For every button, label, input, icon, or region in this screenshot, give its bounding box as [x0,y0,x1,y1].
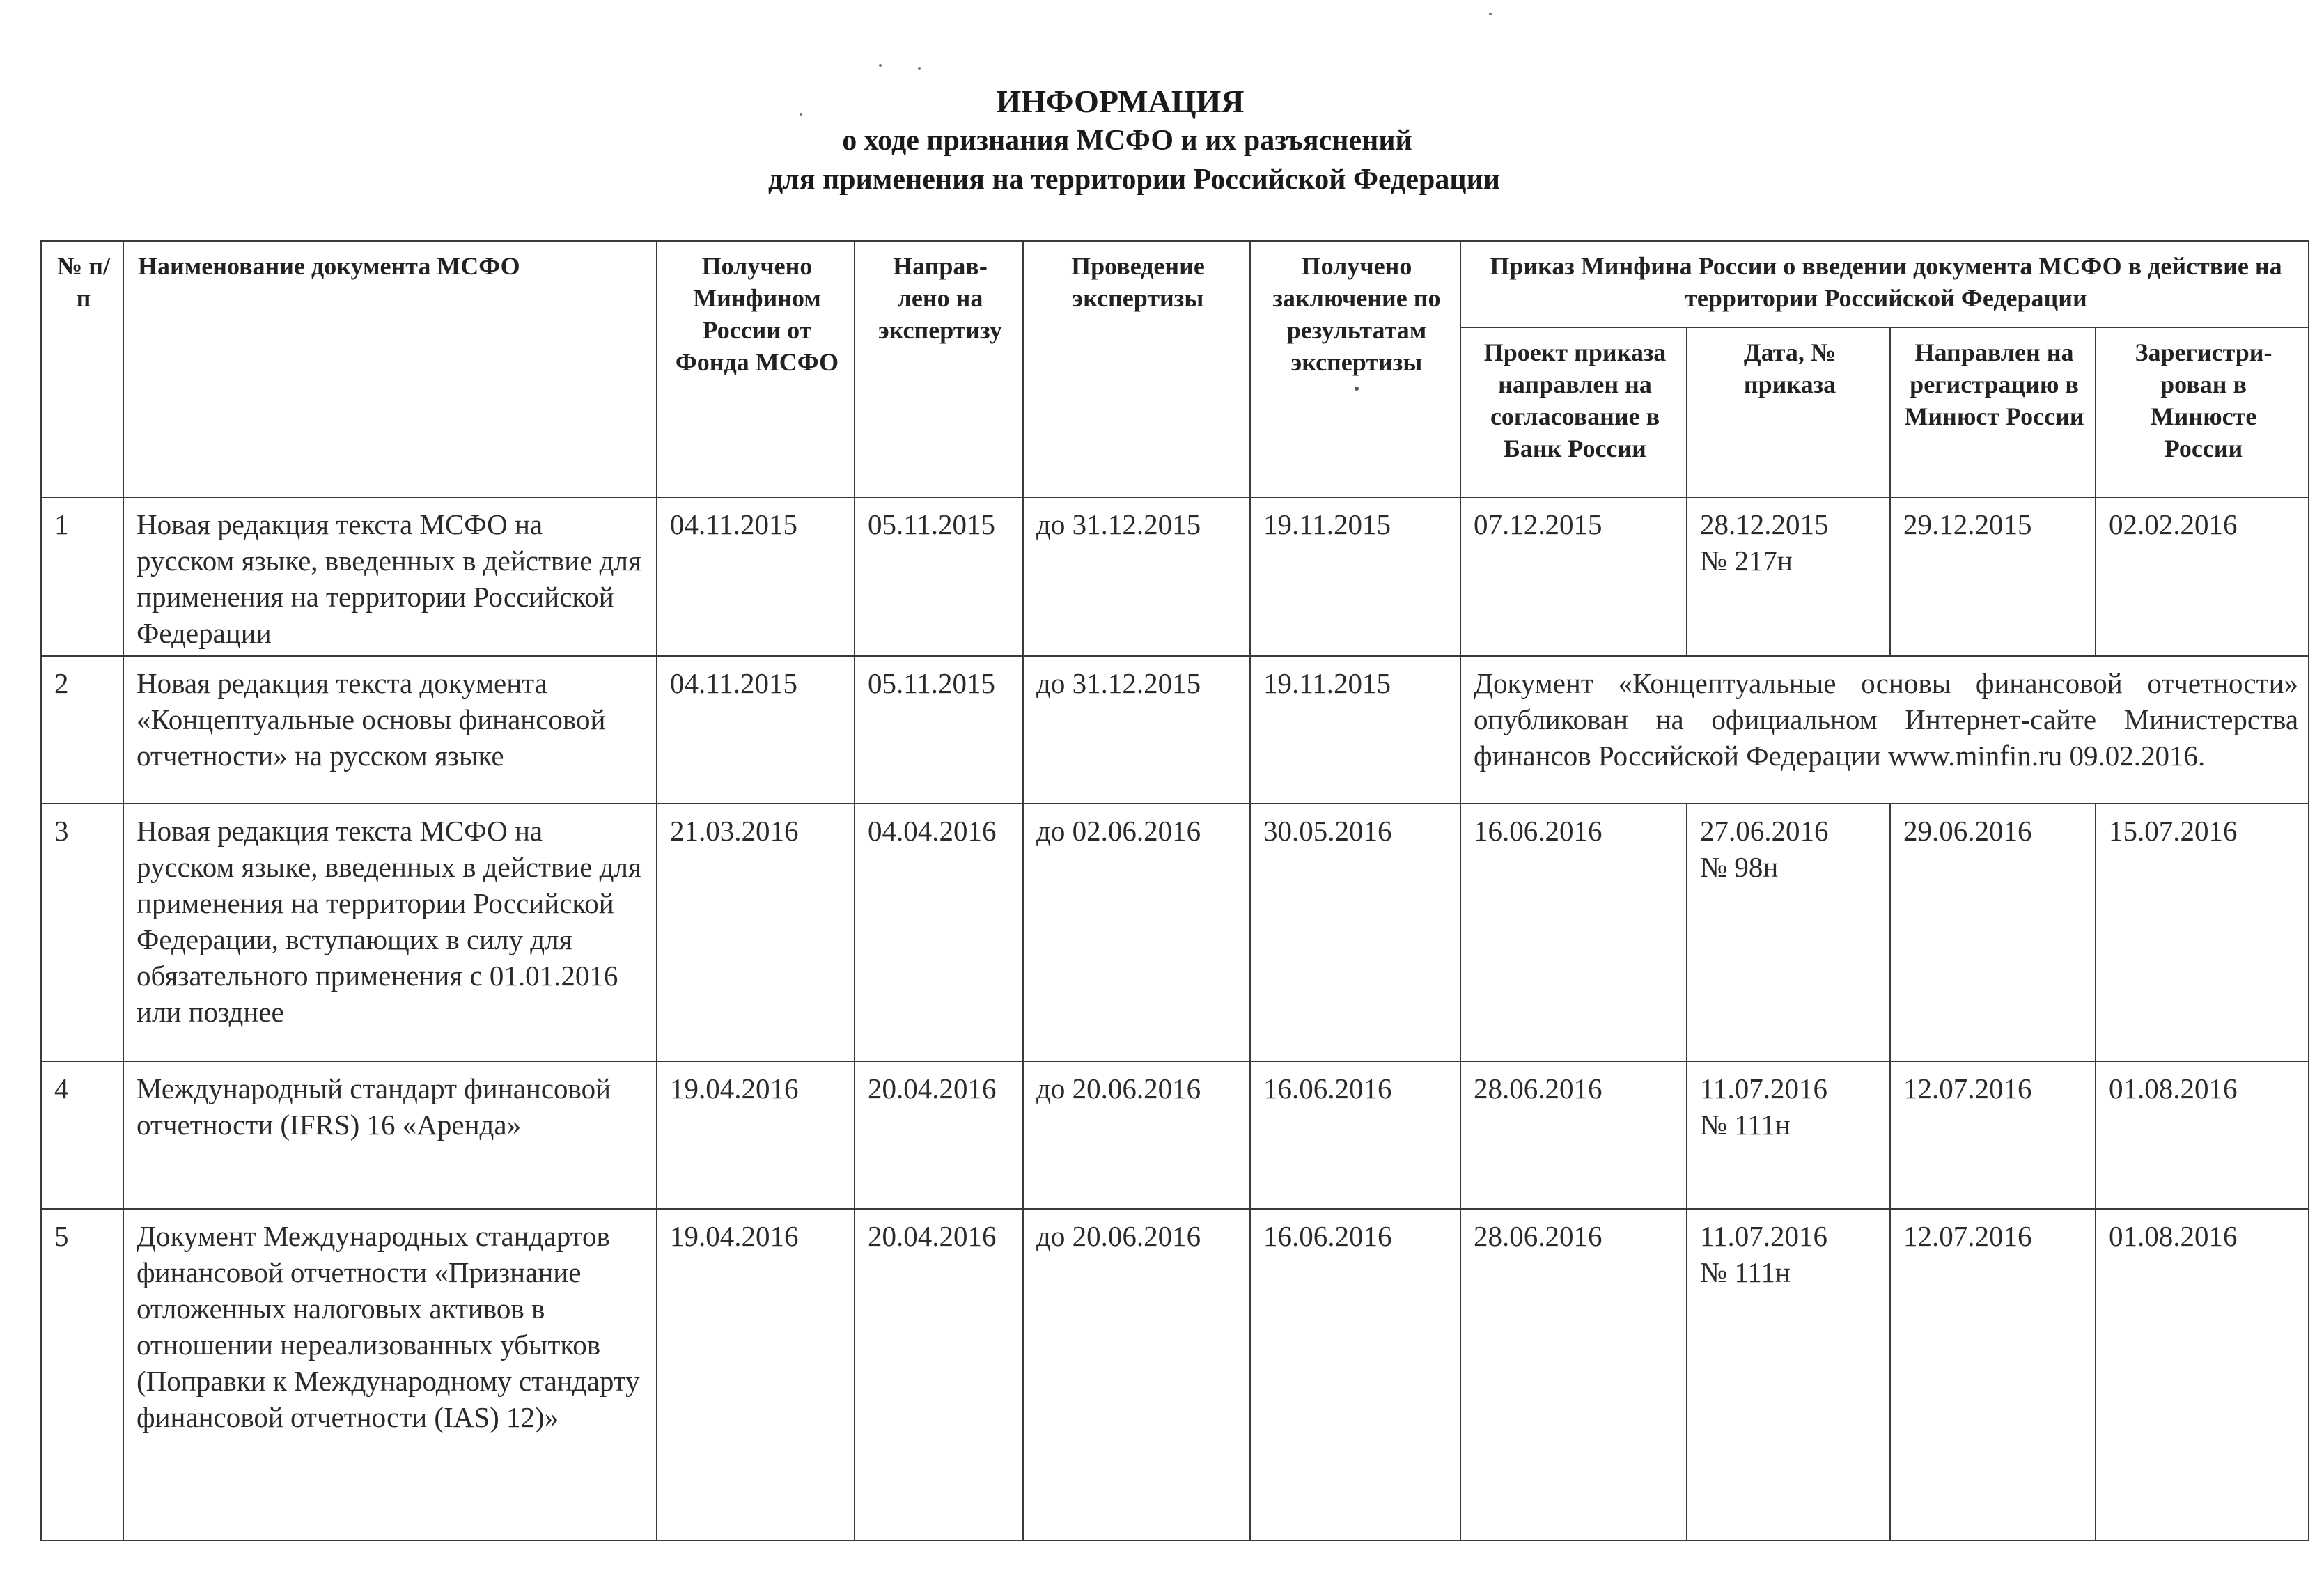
header-row-1 [41,241,2309,327]
order-date: 27.06.2016 [1700,815,1829,847]
cell-conclusion: 19.11.2015 [1250,497,1460,656]
ifrs-status-table [40,240,2309,1541]
cell-registered: 15.07.2016 [2096,804,2309,1061]
order-number: № 111н [1700,1256,1791,1288]
cell-num: 5 [41,1209,123,1540]
header-order-date: Дата, № приказа [1687,327,1890,497]
header-order-group: Приказ Минфина России о введении документа МСФО в действие на территории Российской Федерации [1460,241,2309,327]
cell-draft-sent: 28.06.2016 [1460,1209,1687,1540]
cell-received: 21.03.2016 [657,804,855,1061]
table-row [41,804,2309,1061]
header-name: Наименование документа МСФО [123,241,657,497]
order-date: 28.12.2015 [1700,508,1829,540]
table-row [41,1209,2309,1540]
cell-sent-registration: 29.12.2015 [1890,497,2096,656]
header-conclusion: Получено заключение по результатам экспертизы [1250,241,1460,497]
table-row [41,1061,2309,1209]
scan-speck [879,64,882,67]
cell-sent-expertise: 05.11.2015 [855,497,1023,656]
cell-sent-registration: 12.07.2016 [1890,1209,2096,1540]
order-number: № 98н [1700,851,1779,883]
order-number: № 217н [1700,545,1793,577]
scan-speck [918,67,921,70]
cell-conclusion: 16.06.2016 [1250,1209,1460,1540]
cell-expertise: до 02.06.2016 [1023,804,1250,1061]
cell-num: 3 [41,804,123,1061]
cell-sent-expertise: 04.04.2016 [855,804,1023,1061]
cell-received: 19.04.2016 [657,1061,855,1209]
cell-num: 2 [41,656,123,804]
scan-dot [1355,387,1359,391]
title-line-3: для применения на территории Российской Федерации [767,164,1500,196]
cell-expertise: до 31.12.2015 [1023,497,1250,656]
cell-draft-sent: 07.12.2015 [1460,497,1687,656]
cell-name: Новая редакция текста МСФО на русском языке, введенных в действие для применения на территории Российской Федерации, вступающих в силу для обязательного применения с 01.01.2016 или позднее [123,804,657,1061]
order-number: № 111н [1700,1109,1791,1141]
header-registered: Зарегистри-рован в Минюсте России [2096,327,2309,497]
cell-draft-sent: 28.06.2016 [1460,1061,1687,1209]
cell-draft-sent: 16.06.2016 [1460,804,1687,1061]
cell-expertise: до 20.06.2016 [1023,1061,1250,1209]
cell-name: Документ Международных стандартов финансовой отчетности «Признание отложенных налоговых активов в отношении нереализованных убытков (Поправки к Международному стандарту финансовой отчетности (IAS) 12)» [123,1209,657,1540]
cell-received: 19.04.2016 [657,1209,855,1540]
title-main: ИНФОРМАЦИЯ [996,84,1245,119]
cell-registered: 01.08.2016 [2096,1061,2309,1209]
header-draft-sent: Проект приказа направлен на согласование в Банк России [1460,327,1687,497]
cell-name: Новая редакция текста документа «Концептуальные основы финансовой отчетности» на русском языке [123,656,657,804]
cell-received: 04.11.2015 [657,656,855,804]
cell-num: 4 [41,1061,123,1209]
header-sent-expertise: Направ-лено на экспертизу [855,241,1023,497]
cell-conclusion: 30.05.2016 [1250,804,1460,1061]
table-row [41,656,2309,804]
cell-expertise: до 20.06.2016 [1023,1209,1250,1540]
cell-name: Международный стандарт финансовой отчетности (IFRS) 16 «Аренда» [123,1061,657,1209]
cell-sent-expertise: 20.04.2016 [855,1061,1023,1209]
cell-name: Новая редакция текста МСФО на русском языке, введенных в действие для применения на территории Российской Федерации [123,497,657,656]
cell-registered: 02.02.2016 [2096,497,2309,656]
cell-conclusion: 19.11.2015 [1250,656,1460,804]
cell-order-date [1687,497,1890,656]
cell-received: 04.11.2015 [657,497,855,656]
cell-sent-registration: 29.06.2016 [1890,804,2096,1061]
header-expertise: Проведение экспертизы [1023,241,1250,497]
cell-sent-expertise: 05.11.2015 [855,656,1023,804]
scan-speck [1489,13,1492,15]
header-received: Получено Минфином России от Фонда МСФО [657,241,855,497]
document-title [0,82,2324,199]
title-line-2: о ходе признания МСФО и их разъяснений [842,125,1412,157]
cell-order-date [1687,804,1890,1061]
order-date: 11.07.2016 [1700,1072,1827,1104]
cell-registered: 01.08.2016 [2096,1209,2309,1540]
cell-expertise: до 31.12.2015 [1023,656,1250,804]
cell-sent-expertise: 20.04.2016 [855,1209,1023,1540]
cell-order-date [1687,1061,1890,1209]
table-row [41,497,2309,656]
header-sent-registration: Направлен на регистрацию в Минюст России [1890,327,2096,497]
header-num: № п/п [41,241,123,497]
cell-order-date [1687,1209,1890,1540]
cell-num: 1 [41,497,123,656]
cell-publication-note: Документ «Концептуальные основы финансовой отчетности» опубликован на официальном Интернет-сайте Министерства финансов Российской Федерации www.minfin.ru 09.02.2016. [1460,656,2309,804]
cell-sent-registration: 12.07.2016 [1890,1061,2096,1209]
cell-conclusion: 16.06.2016 [1250,1061,1460,1209]
order-date: 11.07.2016 [1700,1220,1827,1252]
